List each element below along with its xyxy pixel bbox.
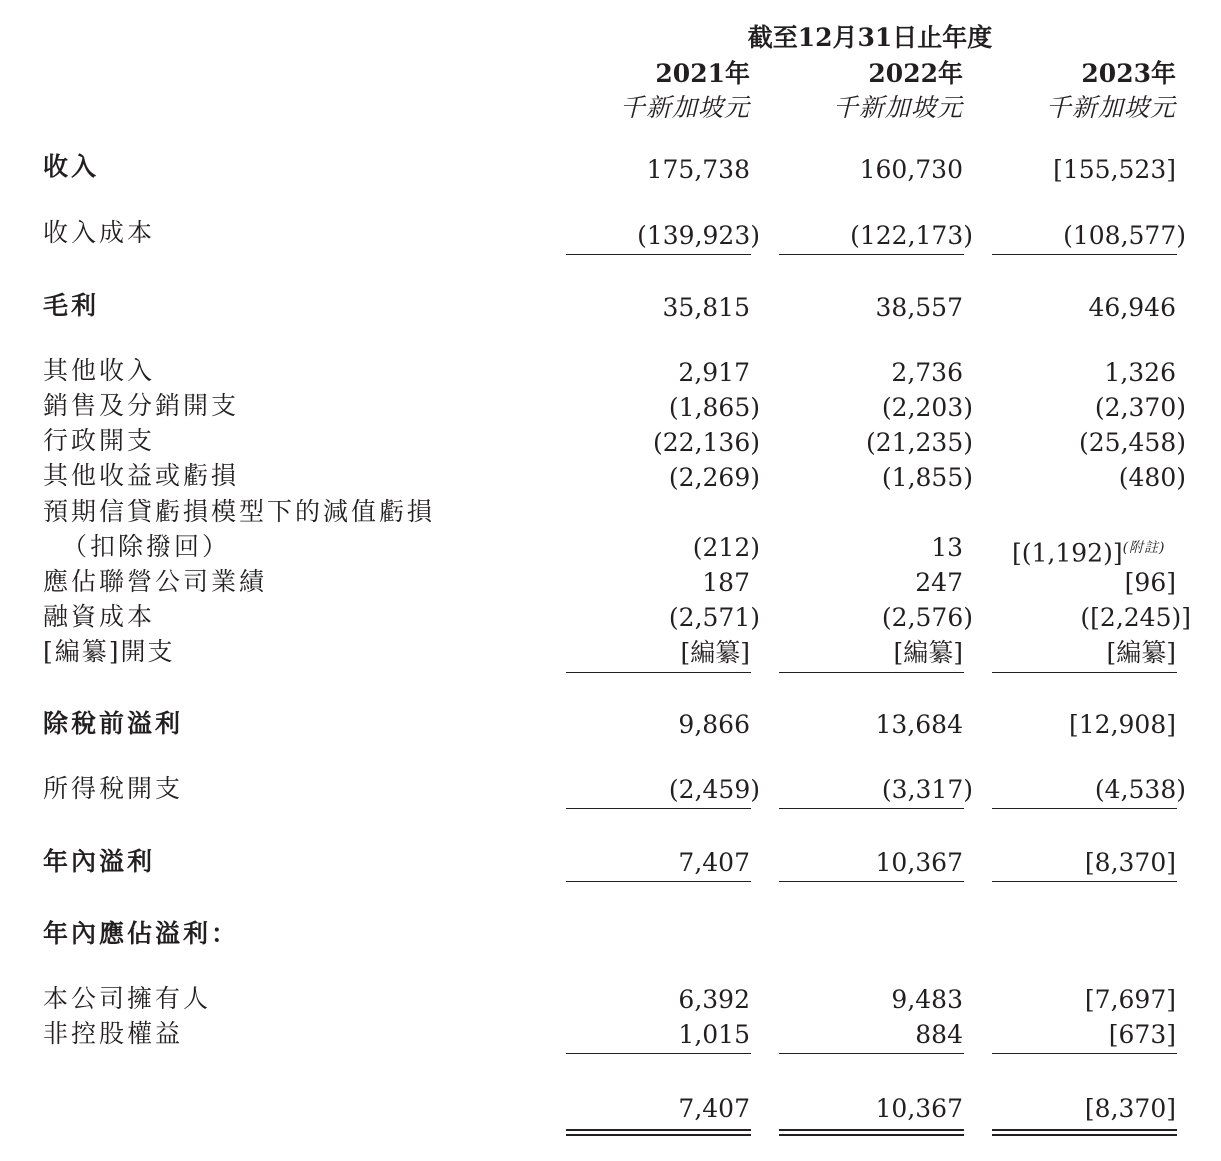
unit-2021: 千新加坡元: [619, 93, 750, 122]
year-2021-heading: 2021年: [655, 59, 750, 88]
divider-line: [992, 254, 1177, 255]
owners-2022: 9,483: [891, 985, 963, 1014]
row-label-owners: 本公司擁有人: [43, 984, 212, 1013]
share-of-associate-2023: [96]: [1124, 568, 1176, 597]
unit-2022: 千新加坡元: [832, 93, 963, 122]
gross-profit-2021: 35,815: [662, 293, 750, 322]
row-label-impairment-line2: （扣除撥回）: [62, 532, 231, 561]
revenue-2021: 175,738: [646, 155, 750, 184]
selling-distribution-2021: (1,865): [668, 393, 760, 422]
finance-costs-2021: (2,571): [668, 603, 760, 632]
finance-costs-2022: (2,576): [881, 603, 973, 632]
impairment-2022: 13: [931, 533, 963, 562]
row-label-income-tax: 所得稅開支: [43, 774, 184, 803]
row-label-redacted-expenses: [編纂]開支: [43, 637, 175, 666]
divider-line: [779, 808, 964, 809]
total-2021: 7,407: [678, 1094, 750, 1123]
row-label-impairment-line1: 預期信貸虧損模型下的減值虧損: [43, 497, 436, 526]
non-controlling-2021: 1,015: [678, 1020, 750, 1049]
note-reference: (附註): [1122, 540, 1166, 556]
impairment-2023: [(1,192)]: [1012, 538, 1123, 568]
other-gains-losses-2022: (1,855): [881, 463, 973, 492]
finance-costs-2023: ([2,245)]: [1080, 603, 1191, 632]
divider-line: [566, 808, 751, 809]
other-income-2022: 2,736: [891, 358, 963, 387]
revenue-2023: [155,523]: [1053, 155, 1176, 184]
owners-2023: [7,697]: [1084, 985, 1176, 1014]
profit-for-year-2022: 10,367: [875, 848, 963, 877]
other-gains-losses-2021: (2,269): [668, 463, 760, 492]
double-underline: [779, 1129, 964, 1136]
share-of-associate-2022: 247: [915, 568, 963, 597]
profit-before-tax-2021: 9,866: [678, 710, 750, 739]
income-tax-2023: (4,538): [1094, 775, 1186, 804]
other-income-2021: 2,917: [678, 358, 750, 387]
divider-line: [992, 881, 1177, 882]
non-controlling-2022: 884: [915, 1020, 963, 1049]
cost-of-revenue-2022: (122,173): [850, 221, 973, 250]
row-label-profit-for-year: 年內溢利: [43, 847, 156, 876]
profit-before-tax-2022: 13,684: [875, 710, 963, 739]
row-label-other-income: 其他收入: [43, 356, 156, 385]
row-label-share-of-associate: 應佔聯營公司業績: [43, 567, 268, 596]
period-heading: 截至12月31日止年度: [747, 23, 993, 52]
row-label-finance-costs: 融資成本: [43, 602, 156, 631]
divider-line: [566, 672, 751, 673]
total-2022: 10,367: [875, 1094, 963, 1123]
selling-distribution-2023: (2,370): [1094, 393, 1186, 422]
gross-profit-2022: 38,557: [875, 293, 963, 322]
row-label-non-controlling: 非控股權益: [43, 1019, 184, 1048]
administrative-2021: (22,136): [653, 428, 760, 457]
administrative-2022: (21,235): [866, 428, 973, 457]
income-tax-2021: (2,459): [668, 775, 760, 804]
profit-for-year-2021: 7,407: [678, 848, 750, 877]
gross-profit-2023: 46,946: [1088, 293, 1176, 322]
administrative-2023: (25,458): [1079, 428, 1186, 457]
owners-2021: 6,392: [678, 985, 750, 1014]
row-label-selling-distribution: 銷售及分銷開支: [43, 391, 240, 420]
other-income-2023: 1,326: [1104, 358, 1176, 387]
year-2022-heading: 2022年: [868, 59, 963, 88]
redacted-expenses-2021: [編纂]: [680, 638, 750, 667]
section-heading-attributable: 年內應佔溢利：: [43, 919, 240, 948]
divider-line: [566, 1053, 751, 1054]
divider-line: [992, 808, 1177, 809]
row-label-administrative: 行政開支: [43, 426, 156, 455]
redacted-expenses-2023: [編纂]: [1106, 638, 1176, 667]
income-tax-2022: (3,317): [881, 775, 973, 804]
divider-line: [779, 672, 964, 673]
row-label-gross-profit: 毛利: [43, 291, 100, 320]
year-2023-heading: 2023年: [1081, 59, 1176, 88]
profit-before-tax-2023: [12,908]: [1069, 710, 1176, 739]
selling-distribution-2022: (2,203): [881, 393, 973, 422]
row-label-other-gains-losses: 其他收益或虧損: [43, 461, 240, 490]
unit-2023: 千新加坡元: [1045, 93, 1176, 122]
divider-line: [779, 881, 964, 882]
divider-line: [779, 254, 964, 255]
other-gains-losses-2023: (480): [1118, 463, 1186, 492]
revenue-2022: 160,730: [859, 155, 963, 184]
profit-for-year-2023: [8,370]: [1084, 848, 1176, 877]
divider-line: [566, 881, 751, 882]
divider-line: [992, 1053, 1177, 1054]
row-label-profit-before-tax: 除稅前溢利: [43, 709, 184, 738]
row-label-cost-of-revenue: 收入成本: [43, 218, 156, 247]
row-label-revenue: 收入: [43, 152, 100, 181]
double-underline: [566, 1129, 751, 1136]
redacted-expenses-2022: [編纂]: [893, 638, 963, 667]
cost-of-revenue-2021: (139,923): [637, 221, 760, 250]
share-of-associate-2021: 187: [702, 568, 750, 597]
non-controlling-2023: [673]: [1108, 1020, 1176, 1049]
divider-line: [779, 1053, 964, 1054]
impairment-2021: (212): [692, 533, 760, 562]
cost-of-revenue-2023: (108,577): [1063, 221, 1186, 250]
divider-line: [566, 254, 751, 255]
divider-line: [992, 672, 1177, 673]
impairment-2023-cell: [1012, 531, 1166, 570]
total-2023: [8,370]: [1084, 1094, 1176, 1123]
double-underline: [992, 1129, 1177, 1136]
